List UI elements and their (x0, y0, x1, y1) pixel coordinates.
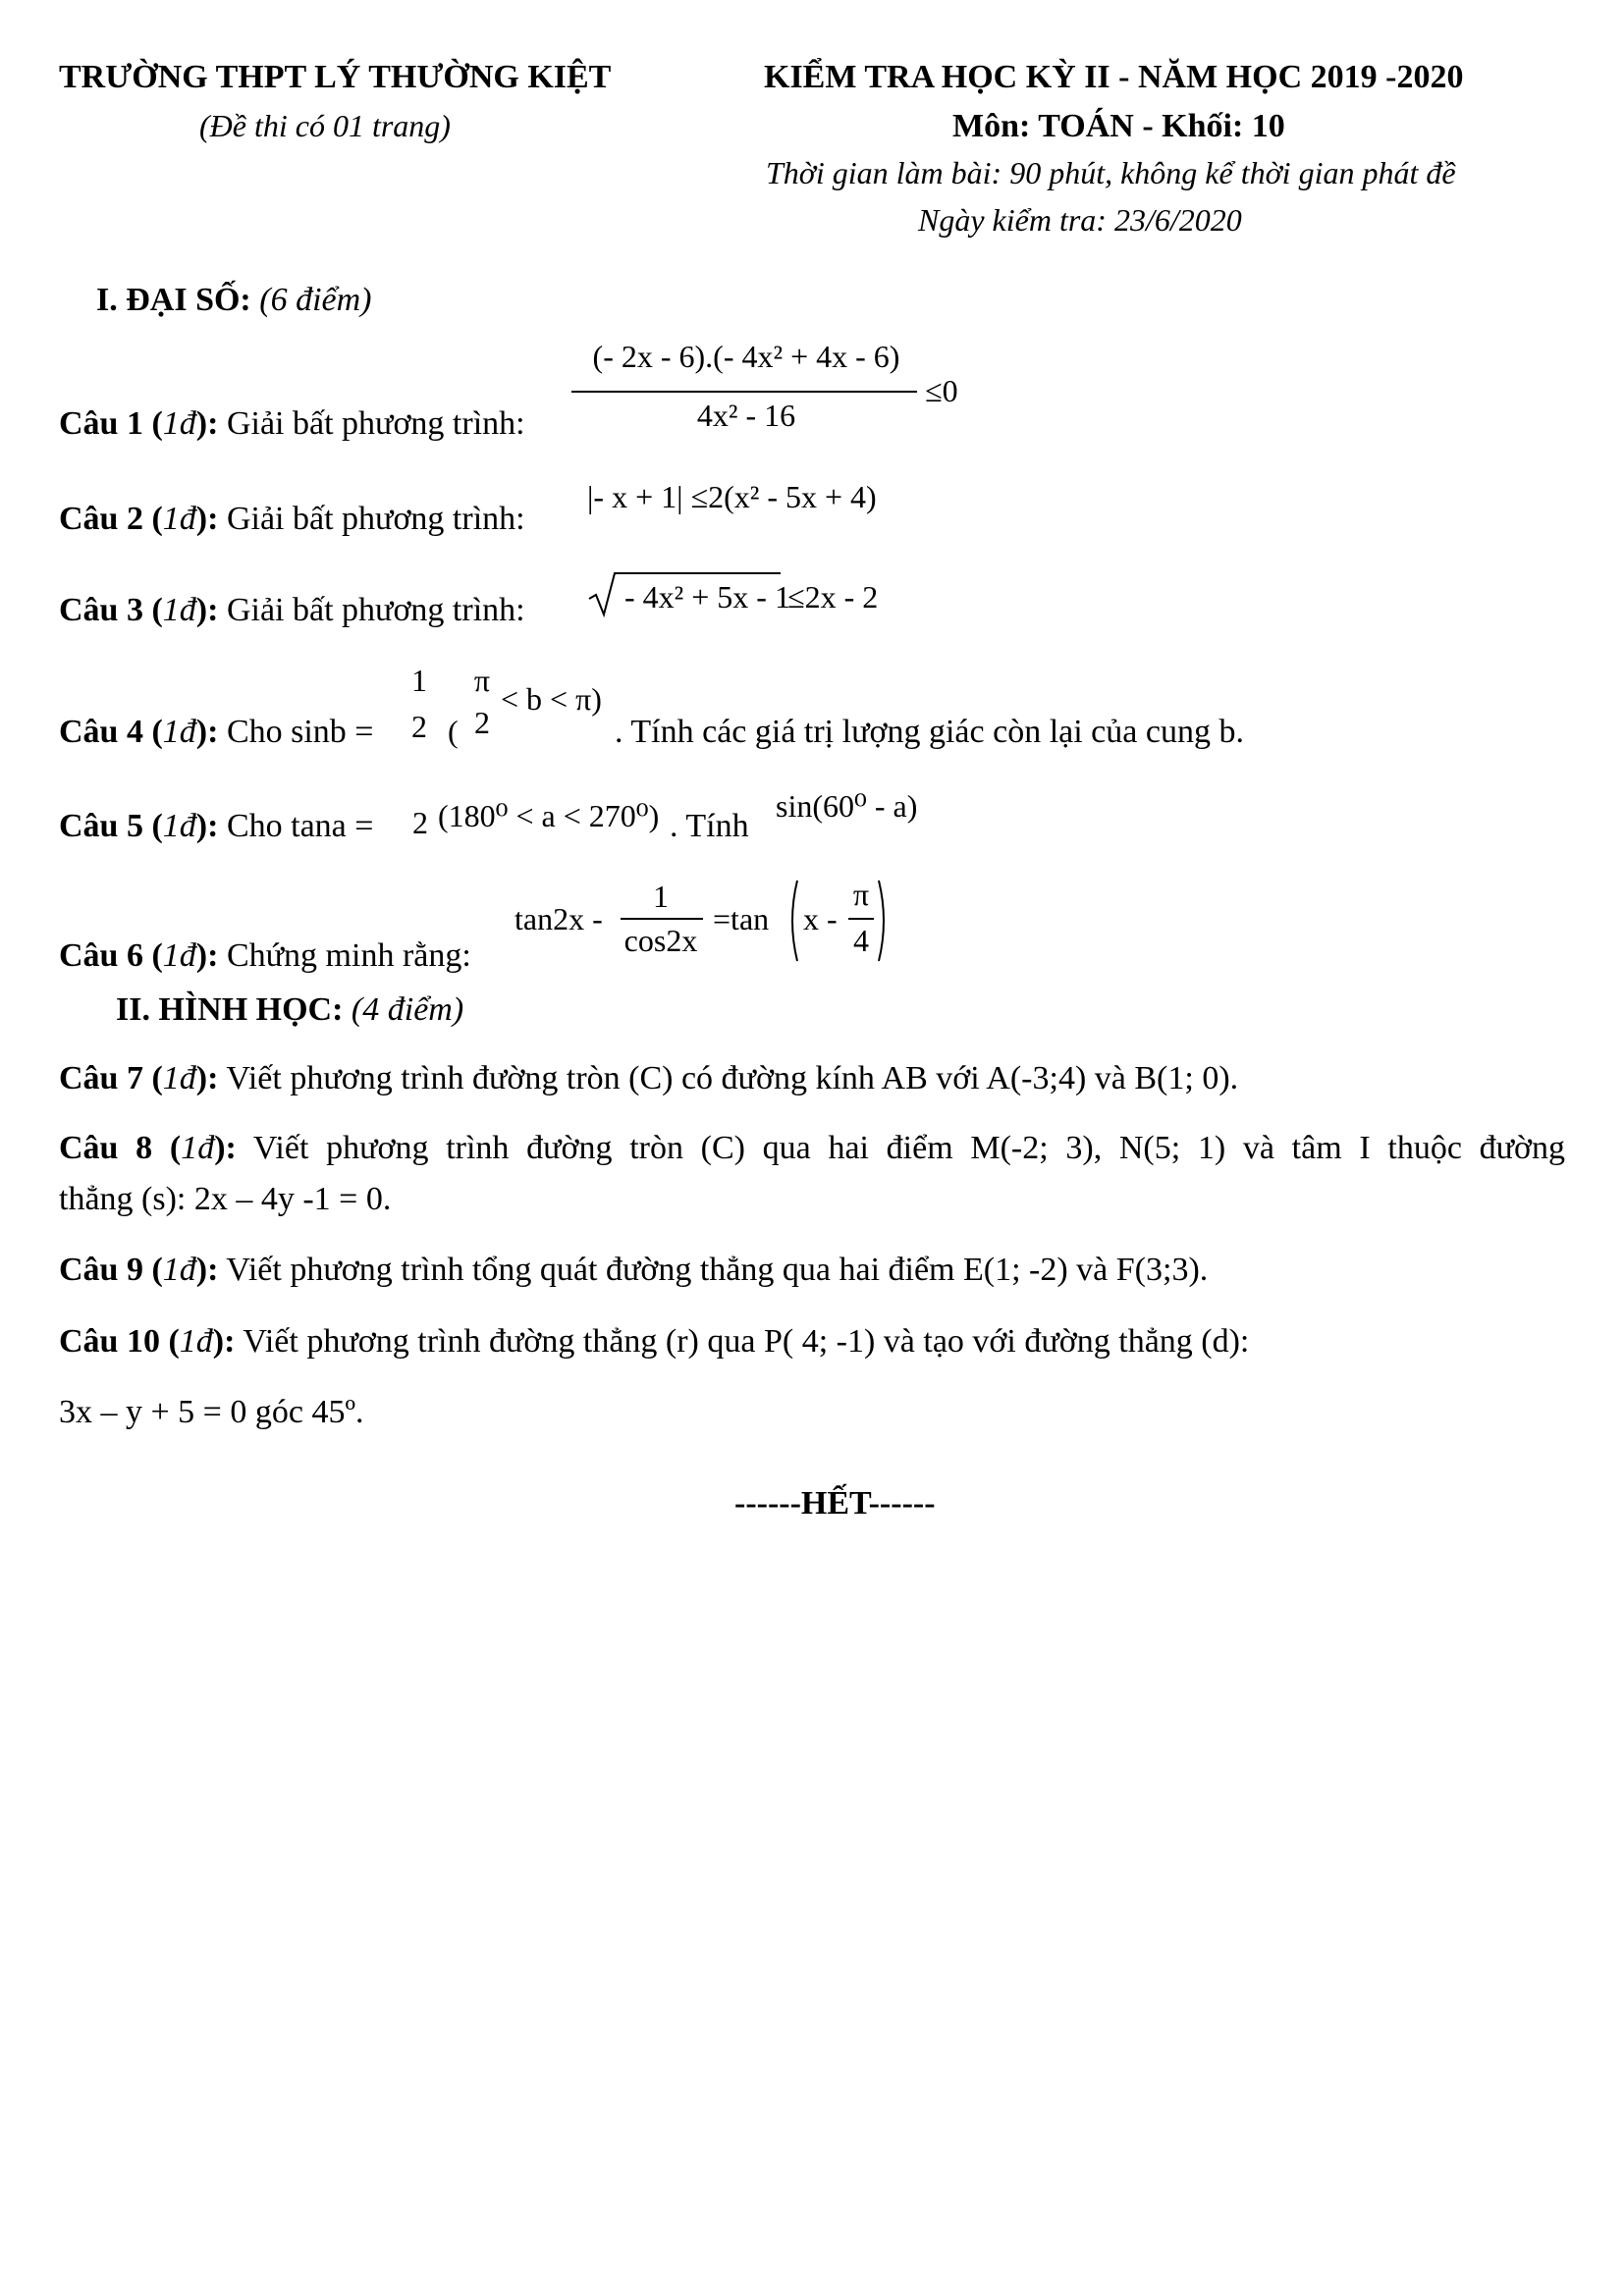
date-note: Ngày kiểm tra: 23/6/2020 (918, 202, 1242, 238)
q3-radical-sign (587, 569, 623, 618)
q6-pi-den: 4 (853, 923, 869, 958)
q4-cond-open: ( (448, 714, 459, 749)
question-1: Câu 1 (1đ): Giải bất phương trình: (59, 405, 525, 442)
question-points: 1đ (162, 501, 196, 537)
q5-condition: (180⁰ < a < 270⁰) (438, 798, 660, 833)
question-label: Câu 10 (59, 1323, 160, 1360)
question-label: Câu 4 (59, 714, 143, 750)
question-points: 1đ (181, 1130, 215, 1166)
question-text: Giải bất phương trình: (226, 592, 525, 628)
question-points: 1đ (162, 808, 196, 844)
q1-fraction-line (571, 391, 917, 393)
pages-note: (Đề thi có 01 trang) (199, 108, 451, 143)
section-algebra-title: I. ĐẠI SỐ: (96, 282, 251, 318)
question-points: 1đ (162, 1060, 196, 1096)
exam-title: KIỂM TRA HỌC KỲ II - NĂM HỌC 2019 -2020 (764, 59, 1464, 95)
question-6: Câu 6 (1đ): Chứng minh rằng: (59, 937, 471, 974)
q6-frac-den: cos2x (623, 923, 698, 958)
question-label: Câu 8 (59, 1130, 153, 1166)
question-points: 1đ (179, 1323, 213, 1360)
q5-text-mid: . Tính (670, 808, 749, 844)
time-note: Thời gian làm bài: 90 phút, không kể thời gian phát đề (766, 155, 1456, 190)
q1-denominator: 4x² - 16 (696, 398, 796, 433)
q3-radicand: - 4x² + 5x - 1 (624, 579, 790, 614)
question-text: Viết phương trình đường tròn (C) có đường kính AB với A(-3;4) và B(1; 0). (226, 1060, 1239, 1096)
question-3: Câu 3 (1đ): Giải bất phương trình: (59, 592, 525, 628)
question-label: Câu 5 (59, 808, 143, 844)
q6-pi-fraction-line (848, 918, 874, 920)
q6-pi-num: π (852, 877, 870, 912)
q4-text-after: . Tính các giá trị lượng giác còn lại của cung b. (615, 714, 1244, 750)
question-text: Giải bất phương trình: (226, 501, 525, 537)
question-label: Câu 3 (59, 592, 143, 628)
section-geometry-heading (116, 991, 463, 1029)
q1-numerator: (- 2x - 6).(- 4x² + 4x - 6) (592, 339, 900, 374)
question-label: Câu 9 (59, 1252, 143, 1288)
question-points: 1đ (162, 592, 196, 628)
q6-rhs: =tan (713, 901, 770, 936)
section-algebra-points: (6 điểm) (259, 282, 372, 318)
section-geometry-points: (4 điểm) (351, 991, 464, 1028)
q1-relation: ≤0 (925, 373, 958, 408)
question-text: Viết phương trình đường tròn (C) qua hai điểm M(-2; 3), N(5; 1) và tâm I thuộc đường (252, 1130, 1566, 1166)
question-label: Câu 6 (59, 937, 143, 974)
question-label: Câu 1 (59, 405, 143, 442)
q5-expression: sin(60⁰ - a) (776, 788, 918, 824)
question-8-line-2: thẳng (s): 2x – 4y -1 = 0. (59, 1181, 392, 1217)
q2-math: |- x + 1| ≤2(x² - 5x + 4) (587, 479, 877, 514)
q4-cond-num: π (473, 663, 491, 698)
subject-line: Môn: TOÁN - Khối: 10 (952, 108, 1285, 144)
question-10-line-2: 3x – y + 5 = 0 góc 45º. (59, 1394, 364, 1430)
q5-value: 2 (412, 805, 428, 840)
q6-frac-num: 1 (653, 879, 669, 914)
section-algebra-heading (96, 282, 372, 319)
question-8: Câu 8 (1đ): Viết phương trình đường tròn (C) qua hai điểm M(-2; 3), N(5; 1) và tâm I thuộc đường (59, 1130, 1566, 1166)
question-9: Câu 9 (1đ): Viết phương trình tổng quát đường thẳng qua hai điểm E(1; -2) và F(3;3). (59, 1252, 1209, 1288)
q6-paren-inner: x - (803, 901, 838, 936)
q6-right-paren (877, 879, 891, 963)
question-7: Câu 7 (1đ): Viết phương trình đường tròn (C) có đường kính AB với A(-3;4) và B(1; 0). (59, 1060, 1239, 1096)
question-points: 1đ (162, 1252, 196, 1288)
question-points: 1đ (162, 714, 196, 750)
question-5: Câu 5 (1đ): Cho tana = (59, 808, 374, 844)
question-10: Câu 10 (1đ): Viết phương trình đường thẳng (r) qua P( 4; -1) và tạo với đường thẳng (d): (59, 1323, 1250, 1360)
question-text: Viết phương trình đường thẳng (r) qua P( 4; -1) và tạo với đường thẳng (d): (243, 1323, 1250, 1360)
question-label: Câu 2 (59, 501, 143, 537)
section-geometry-title: II. HÌNH HỌC: (116, 991, 344, 1028)
q6-lhs: tan2x - (514, 901, 603, 936)
q6-fraction-line (621, 918, 703, 920)
school-name: TRƯỜNG THPT LÝ THƯỜNG KIỆT (59, 59, 612, 95)
question-2: Câu 2 (1đ): Giải bất phương trình: (59, 501, 525, 537)
q4-num: 1 (411, 663, 427, 698)
question-label: Câu 7 (59, 1060, 143, 1096)
q4-cond-den: 2 (474, 705, 490, 740)
q3-radical-bar (622, 572, 781, 574)
end-marker: ------HẾT------ (734, 1485, 936, 1522)
question-text: Cho sinb = (226, 714, 374, 750)
question-text: Chứng minh rằng: (226, 937, 471, 974)
question-points: 1đ (162, 405, 196, 442)
q6-left-paren (785, 879, 799, 963)
question-text: Cho tana = (226, 808, 374, 844)
question-text: Giải bất phương trình: (226, 405, 525, 442)
question-text: Viết phương trình tổng quát đường thẳng qua hai điểm E(1; -2) và F(3;3). (226, 1252, 1209, 1288)
q3-rhs: ≤2x - 2 (787, 579, 879, 614)
q4-cond-tail: < b < π) (501, 681, 602, 717)
q4-den: 2 (411, 709, 427, 744)
question-points: 1đ (162, 937, 196, 974)
question-4: Câu 4 (1đ): Cho sinb = (59, 714, 374, 750)
